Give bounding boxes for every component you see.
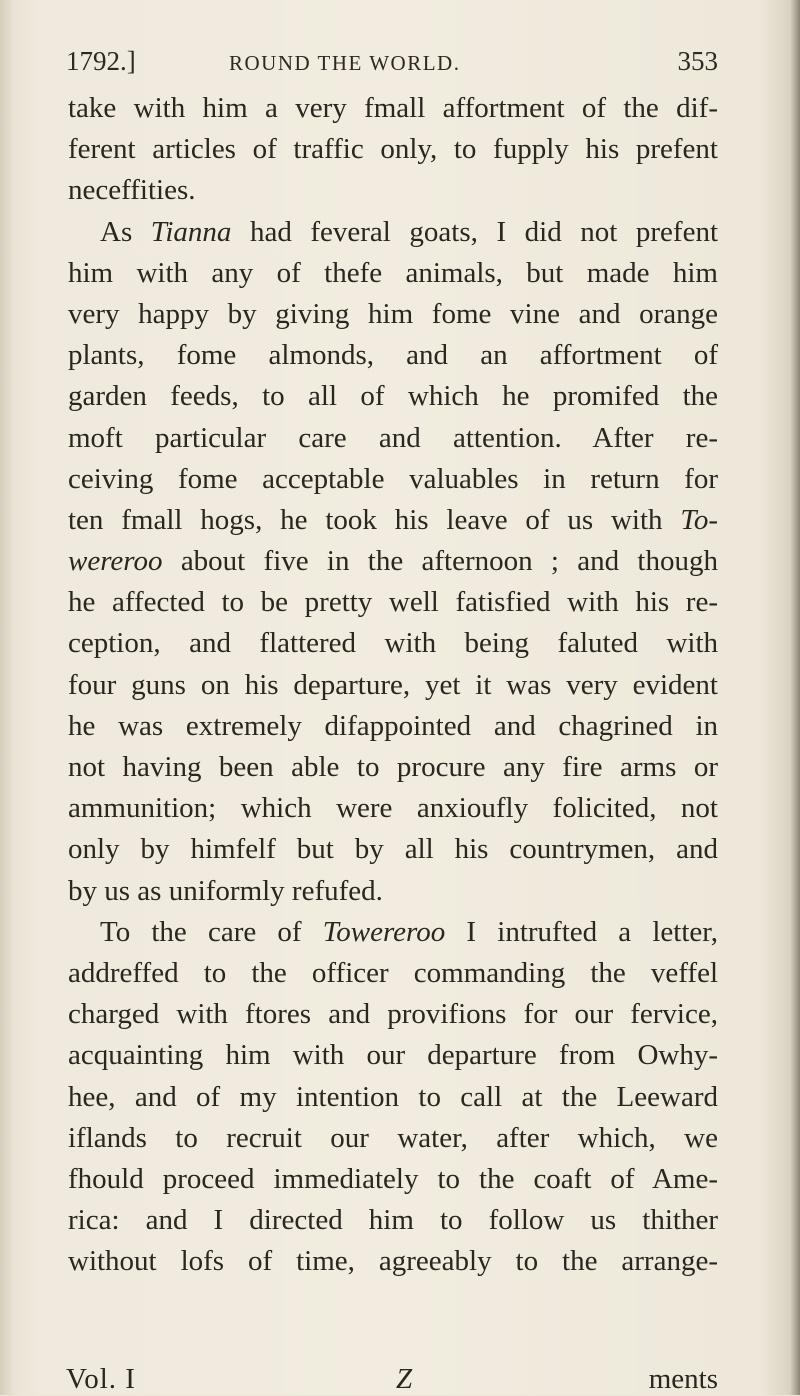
- page-shadow-right: [790, 0, 800, 1395]
- catchword: ments: [648, 1363, 718, 1395]
- text-line-8: garden feeds, to all of which he promifed the: [68, 380, 718, 413]
- page-shadow-left: [0, 0, 14, 1395]
- text-line-26: iflands to recruit our water, after which, we: [68, 1121, 718, 1154]
- page-footer: [66, 1362, 718, 1396]
- text-line-5: him with any of thefe animals, but made him: [68, 256, 718, 289]
- text-line-6: very happy by giving him fome vine and orange: [68, 297, 718, 330]
- text-line-17: not having been able to procure any fire arms or: [68, 751, 718, 783]
- text-line-1: take with him a very fmall affortment of the dif-: [68, 92, 718, 124]
- text-line-21: To the care of Towereroo I intrufted a letter,: [100, 915, 718, 948]
- text-line-2: ferent articles of traffic only, to fupply his prefent: [68, 133, 718, 166]
- text-line-10: ceiving fome acceptable valuables in return for: [68, 462, 718, 495]
- text-line-20: by us as uniformly refufed.: [68, 874, 383, 907]
- running-head: [66, 44, 718, 78]
- text-line-22: addreffed to the officer commanding the veffel: [68, 956, 718, 989]
- body-text: [68, 88, 718, 1282]
- text-line-14: ception, and flattered with being faluted with: [68, 627, 718, 660]
- text-line-9: moft particular care and attention. After re-: [68, 421, 718, 454]
- text-line-24: acquainting him with our departure from Owhy-: [68, 1039, 718, 1072]
- text-line-12: wereroo about five in the afternoon ; and though: [68, 545, 718, 578]
- text-line-16: he was extremely difappointed and chagrined in: [68, 709, 718, 742]
- volume-label: Vol. I: [66, 1363, 136, 1395]
- text-line-15: four guns on his departure, yet it was very evident: [68, 668, 718, 701]
- text-line-19: only by himfelf but by all his countrymen, and: [68, 833, 718, 866]
- text-line-4: As Tianna had feveral goats, I did not prefent: [100, 215, 718, 248]
- text-line-18: ammunition; which were anxioufly folicited, not: [68, 792, 718, 825]
- text-line-28: rica: and I directed him to follow us thither: [68, 1204, 718, 1237]
- text-line-7: plants, fome almonds, and an affortment of: [68, 339, 718, 372]
- header-year: 1792.]: [66, 46, 136, 76]
- page-number: 353: [677, 46, 718, 76]
- text-line-27: fhould proceed immediately to the coaft of Ame-: [68, 1162, 718, 1195]
- text-line-3: neceffities.: [68, 174, 196, 207]
- text-line-11: ten fmall hogs, he took his leave of us with To-: [68, 503, 718, 536]
- signature-mark: Z: [396, 1363, 413, 1395]
- text-line-25: hee, and of my intention to call at the Leeward: [68, 1080, 718, 1113]
- text-line-13: he affected to be pretty well fatisfied with his re-: [68, 586, 718, 619]
- header-title: ROUND THE WORLD.: [229, 51, 461, 75]
- text-line-23: charged with ftores and provifions for our fervice,: [68, 998, 718, 1031]
- text-line-29: without lofs of time, agreeably to the arrange-: [68, 1245, 718, 1278]
